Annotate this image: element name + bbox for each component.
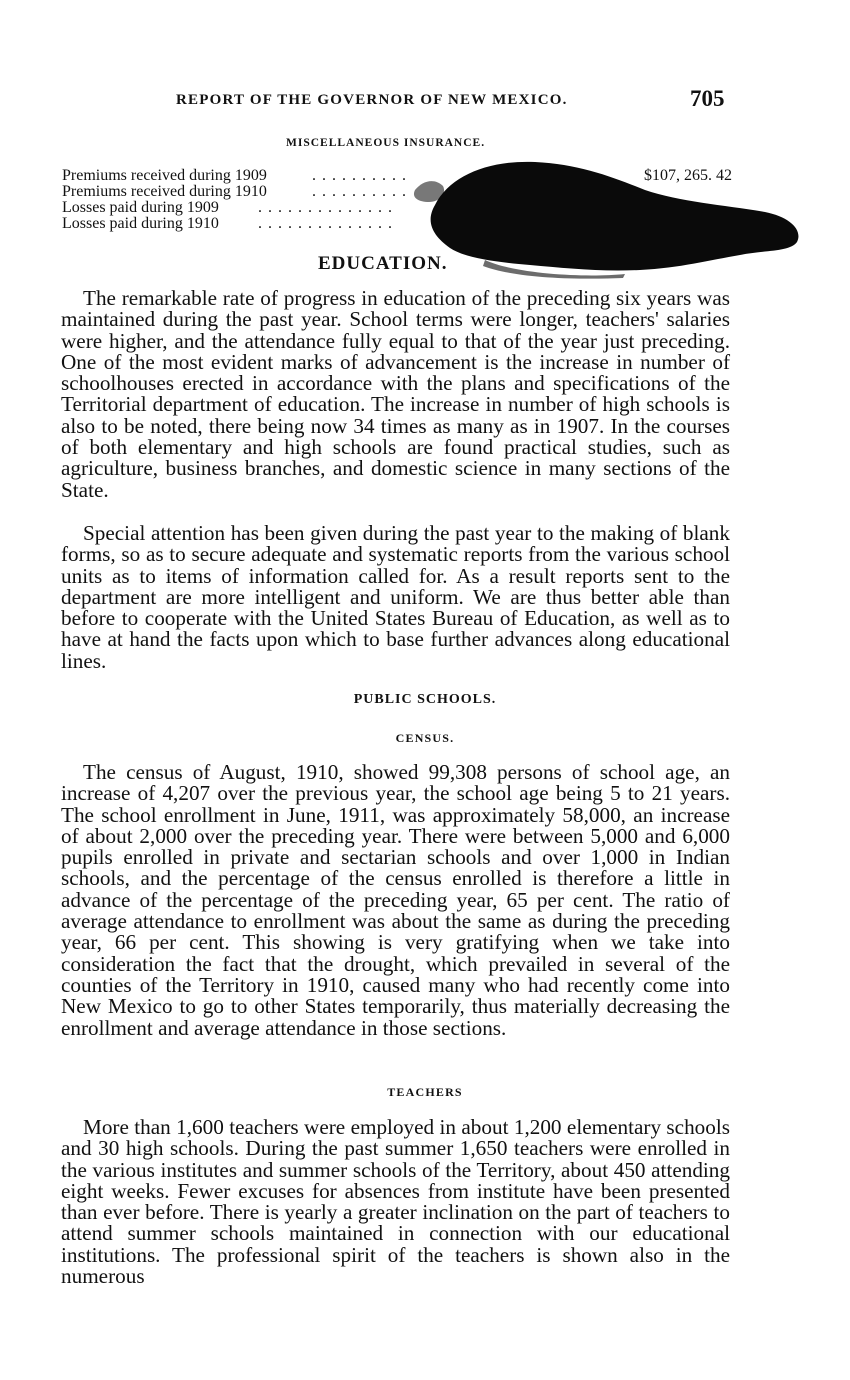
leader-dots: . . . . . . . . . . . . . . (258, 199, 393, 216)
education-paragraph: Special attention has been given during the past year to the making of blank forms, so as to secure adequate and systematic reports from the various school units as to items of information called for. As a result reports sent to the department are more intelligent and uniform. We are thus better able than before to cooperate with the United States Bureau of Education, as well as to have at hand the facts upon which to base further advances along educational lines. (61, 521, 730, 673)
insurance-row-label: Premiums received during 1910 (62, 183, 267, 200)
insurance-row-label: Losses paid during 1910 (62, 215, 219, 232)
page-number: 705 (690, 86, 725, 111)
insurance-heading: MISCELLANEOUS INSURANCE. (286, 137, 486, 149)
teachers-paragraph: More than 1,600 teachers were employed in about 1,200 elementary schools and 30 high schools. During the past summer 1,650 teachers were enrolled in the various institutes and summer schools of the Territory, about 450 attending eight weeks. Fewer excuses for absences from institute have been presented than ever before. There is yearly a greater inclination on the part of teachers to attend summer schools maintained in connection with our educational institutions. The professional spirit of the teachers is shown also in the numerous (61, 1115, 730, 1289)
running-title: REPORT OF THE GOVERNOR OF NEW MEXICO. (176, 92, 568, 108)
insurance-row-label: Premiums received during 1909 (62, 167, 267, 184)
education-paragraph: The remarkable rate of progress in education of the preceding six years was maintained during the past year. School terms were longer, teachers' salaries were higher, and the attendance fully equal to that of the year just preceding. One of the most evident marks of advancement is the increase in number of schoolhouses erected in accordance with the plans and specifications of the Territorial department of education. The increase in number of high schools is also to be noted, there being now 34 times as many as in 1907. In the courses of both elementary and high schools are found practical studies, such as agriculture, business branches, and domestic science in many sections of the State. (61, 286, 730, 502)
leader-dots: . . . . . . . . . . (312, 183, 407, 200)
leader-dots: . . . . . . . . . . . . . . (258, 215, 393, 232)
census-paragraph: The census of August, 1910, showed 99,308 persons of school age, an increase of 4,207 over the previous year, the school age being 5 to 21 years. The school enrollment in June, 1911, was approximately 58,000, an increase of about 2,000 over the preceding year. There were between 5,000 and 6,000 pupils enrolled in private and sectarian schools and over 1,000 in Indian schools, and the percentage of the census enrolled is therefore a little in advance of the percentage of the preceding year, 65 per cent. The ratio of average attendance to enrollment was about the same as during the preceding year, 66 per cent. This showing is very gratifying when we take into consideration the fact that the drought, which prevailed in several of the counties of the Territory in 1910, caused many who had recently come into New Mexico to go to other States temporarily, thus materially decreasing the enrollment and average attendance in those sections. (61, 760, 730, 1040)
education-heading: EDUCATION. (318, 253, 448, 274)
insurance-row-value: $107, 265. 42 (644, 167, 732, 184)
insurance-row-label: Losses paid during 1909 (62, 199, 219, 216)
leader-dots: . . . . . . . . . . (312, 167, 407, 184)
teachers-heading: TEACHERS (387, 1085, 463, 1099)
ink-stain (395, 150, 805, 280)
public-schools-heading: PUBLIC SCHOOLS. (353, 692, 497, 707)
ink-stain-blot (431, 162, 799, 271)
census-heading: CENSUS. (395, 731, 455, 745)
